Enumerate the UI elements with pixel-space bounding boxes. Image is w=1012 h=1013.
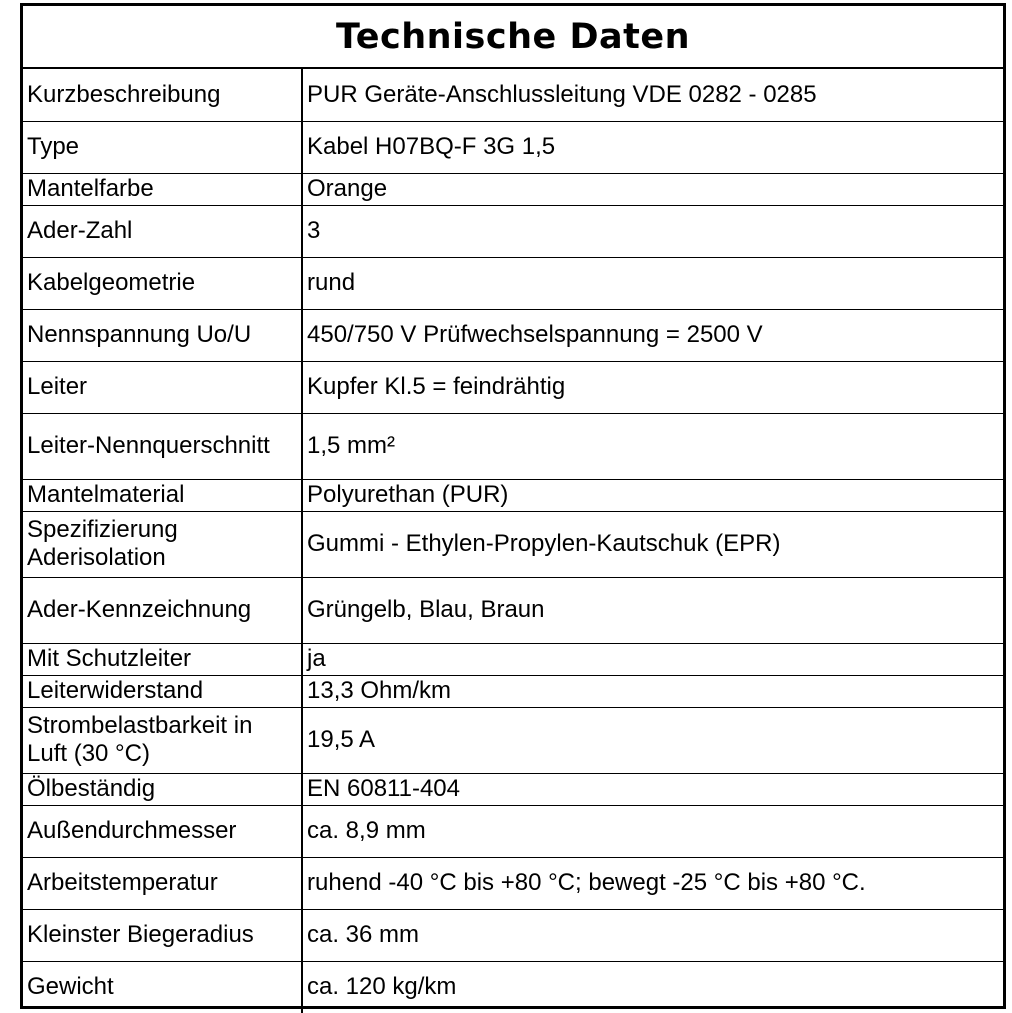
table-row [23, 961, 1003, 1013]
row-value: EN 60811-404 [302, 773, 1003, 805]
row-value: ca. 120 kg/km [302, 961, 1003, 1013]
table-row [23, 805, 1003, 857]
row-label: Mantelmaterial [23, 479, 302, 511]
row-value: Kabel H07BQ-F 3G 1,5 [302, 121, 1003, 173]
row-label: Strombelastbarkeit in Luft (30 °C) [23, 707, 302, 773]
row-label: Gewicht [23, 961, 302, 1013]
row-value: ca. 8,9 mm [302, 805, 1003, 857]
table-row [23, 257, 1003, 309]
row-label: Leiterwiderstand [23, 675, 302, 707]
table-title: Technische Daten [23, 6, 1003, 69]
row-label: Ader-Zahl [23, 205, 302, 257]
row-label: Ader-Kennzeichnung [23, 577, 302, 643]
technical-data-table [20, 3, 1006, 1009]
table-row [23, 361, 1003, 413]
row-label: Außendurchmesser [23, 805, 302, 857]
row-label: Arbeitstemperatur [23, 857, 302, 909]
row-label: Mit Schutzleiter [23, 643, 302, 675]
row-value: Polyurethan (PUR) [302, 479, 1003, 511]
table-row [23, 69, 1003, 121]
row-value: rund [302, 257, 1003, 309]
row-label: Leiter [23, 361, 302, 413]
table-row [23, 205, 1003, 257]
row-value: 1,5 mm² [302, 413, 1003, 479]
row-label: Spezifizierung Aderisolation [23, 511, 302, 577]
row-value: Orange [302, 173, 1003, 205]
row-label: Nennspannung Uo/U [23, 309, 302, 361]
table-row [23, 479, 1003, 511]
table-row [23, 173, 1003, 205]
table-row [23, 773, 1003, 805]
table-row [23, 675, 1003, 707]
table-row [23, 909, 1003, 961]
spec-table [23, 69, 1003, 1013]
row-value: ja [302, 643, 1003, 675]
table-row [23, 643, 1003, 675]
row-label: Leiter-Nennquerschnitt [23, 413, 302, 479]
row-label: Type [23, 121, 302, 173]
row-value: PUR Geräte-Anschlussleitung VDE 0282 - 0285 [302, 69, 1003, 121]
row-label: Kleinster Biegeradius [23, 909, 302, 961]
row-value: Kupfer Kl.5 = feindrähtig [302, 361, 1003, 413]
table-row [23, 707, 1003, 773]
row-value: 19,5 A [302, 707, 1003, 773]
row-value: 3 [302, 205, 1003, 257]
table-row [23, 857, 1003, 909]
row-label: Kabelgeometrie [23, 257, 302, 309]
row-value: ruhend -40 °C bis +80 °C; bewegt -25 °C bis +80 °C. [302, 857, 1003, 909]
table-row [23, 577, 1003, 643]
row-value: Gummi - Ethylen-Propylen-Kautschuk (EPR) [302, 511, 1003, 577]
row-value: 13,3 Ohm/km [302, 675, 1003, 707]
table-row [23, 309, 1003, 361]
row-value: 450/750 V Prüfwechselspannung = 2500 V [302, 309, 1003, 361]
row-label: Ölbeständig [23, 773, 302, 805]
row-label: Kurzbeschreibung [23, 69, 302, 121]
row-label: Mantelfarbe [23, 173, 302, 205]
row-value: ca. 36 mm [302, 909, 1003, 961]
row-value: Grüngelb, Blau, Braun [302, 577, 1003, 643]
table-row [23, 121, 1003, 173]
table-row [23, 511, 1003, 577]
table-row [23, 413, 1003, 479]
